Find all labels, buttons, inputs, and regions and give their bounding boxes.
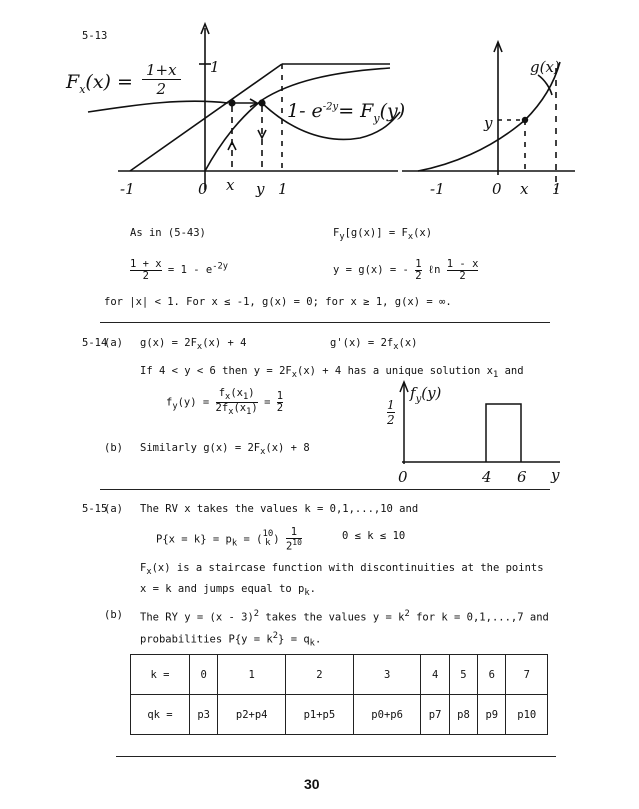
fx-label: $F_x(x)$ =: [66, 71, 133, 96]
divider-3: [116, 756, 556, 757]
fy-tick-6: 6: [517, 468, 527, 486]
part-b-5-14: (b): [104, 442, 123, 454]
unique-solution-line: If 4 < y < 6 then $y = 2F_x(x) + 4$ has a unique solution $x_1$ and: [140, 365, 524, 381]
probabilities-line: probabilities $P\{y = k^2\} = q_k$.: [140, 631, 322, 649]
fy-tick-4: 4: [482, 468, 492, 486]
eq-g-5-14b: Similarly $g(x) = 2F_x(x) + 8$: [140, 442, 310, 458]
table-cell: p0+p6: [353, 695, 421, 735]
problem-number-5-13: 5-13: [82, 30, 108, 42]
table-cell: 1: [218, 655, 286, 695]
fy-tick-0: 0: [398, 468, 408, 486]
table-cell: 5: [449, 655, 477, 695]
for-line: for |x| < 1. For x ≤ -1, g(x) = 0; for x ≥ 1, g(x) = ∞.: [104, 296, 452, 308]
table-cell: 7: [506, 655, 548, 695]
eq-pk: $P\{x = k\} = p_k$ = ( 10 k ) $\frac{1}{2^{10}}$: [156, 526, 302, 552]
fy-label: 1- $e^{-2y}= F_y(y)$: [287, 100, 406, 125]
tick-y: y: [256, 180, 265, 198]
fx-label-fraction: 1+x 2: [142, 61, 181, 98]
table-cell: p9: [478, 695, 506, 735]
g-tick-x: x: [520, 180, 529, 198]
tick-zero: 0: [198, 180, 208, 198]
eq-fy-gx: $F_y[g(x)] = F_x(x)$: [333, 227, 433, 243]
g-y-mark: y: [484, 114, 493, 132]
table-cell: 6: [478, 655, 506, 695]
k-range: 0 ≤ k ≤ 10: [342, 530, 406, 542]
g-tick-zero: 0: [492, 180, 502, 198]
g-curve-label: g(x): [530, 58, 560, 76]
rv-takes-values: The RV x takes the values k = 0,1,...,10 and: [140, 503, 419, 515]
table-cell: p3: [190, 695, 218, 735]
part-a-5-14: (a): [104, 337, 123, 349]
part-b-5-15: (b): [104, 609, 123, 621]
ry-takes-values: The RY y = (x - 3)$^2$ takes the values $y = k^2$ for k = 0,1,...,7 and: [140, 609, 549, 624]
qk-table: [130, 654, 548, 735]
fy-tick-y: y: [551, 466, 560, 484]
table-cell: p1+p5: [286, 695, 354, 735]
eq-gprime: $g'(x) = 2f_x(x)$: [330, 337, 418, 353]
as-in-text: As in (5-43): [130, 227, 206, 239]
part-a-5-15: (a): [104, 503, 123, 515]
qk-header: qk =: [131, 695, 190, 735]
eq-g-5-14a: $g(x) = 2F_x(x) + 4$: [140, 337, 247, 353]
table-cell: p8: [449, 695, 477, 735]
staircase-line: $F_x(x)$ is a staircase function with discontinuities at the points: [140, 562, 544, 578]
tick-x: x: [226, 176, 235, 194]
table-cell: p10: [506, 695, 548, 735]
g-tick-one: 1: [552, 180, 562, 198]
jumps-line: x = k and jumps equal to $p_k$.: [140, 583, 316, 599]
eq-fy-half: $f_y(y)$ = $\frac{f_x(x_1)}{2f_x(x_1)}$ = $\frac{1}{2}$: [166, 387, 284, 417]
table-row-qk: [131, 695, 548, 735]
tick-minus-one: -1: [120, 180, 135, 198]
divider-2: [100, 489, 550, 490]
fy-graph-label: $f_y(y)$: [410, 384, 442, 405]
k-header: k =: [131, 655, 190, 695]
page-number: 30: [304, 776, 320, 792]
table-row-k: [131, 655, 548, 695]
table-cell: p7: [421, 695, 449, 735]
g-tick-minus-one: -1: [430, 180, 445, 198]
tick-one-top: 1: [210, 58, 220, 76]
eq-cdf-equal: $\frac{1 + x}{2}$ = $1 - e^{-2y}$: [130, 258, 228, 282]
half-tick: 1 2: [387, 398, 395, 427]
tick-one: 1: [278, 180, 288, 198]
table-cell: p2+p4: [218, 695, 286, 735]
table-cell: 2: [286, 655, 354, 695]
problem-number-5-14: 5-14: [82, 337, 108, 349]
problem-number-5-15: 5-15: [82, 503, 108, 515]
table-cell: 0: [190, 655, 218, 695]
table-cell: 3: [353, 655, 421, 695]
table-cell: 4: [421, 655, 449, 695]
eq-g-solution: y = g(x) = - $\frac{1}{2}$ ℓn $\frac{1 - x}{2}$: [333, 258, 479, 282]
